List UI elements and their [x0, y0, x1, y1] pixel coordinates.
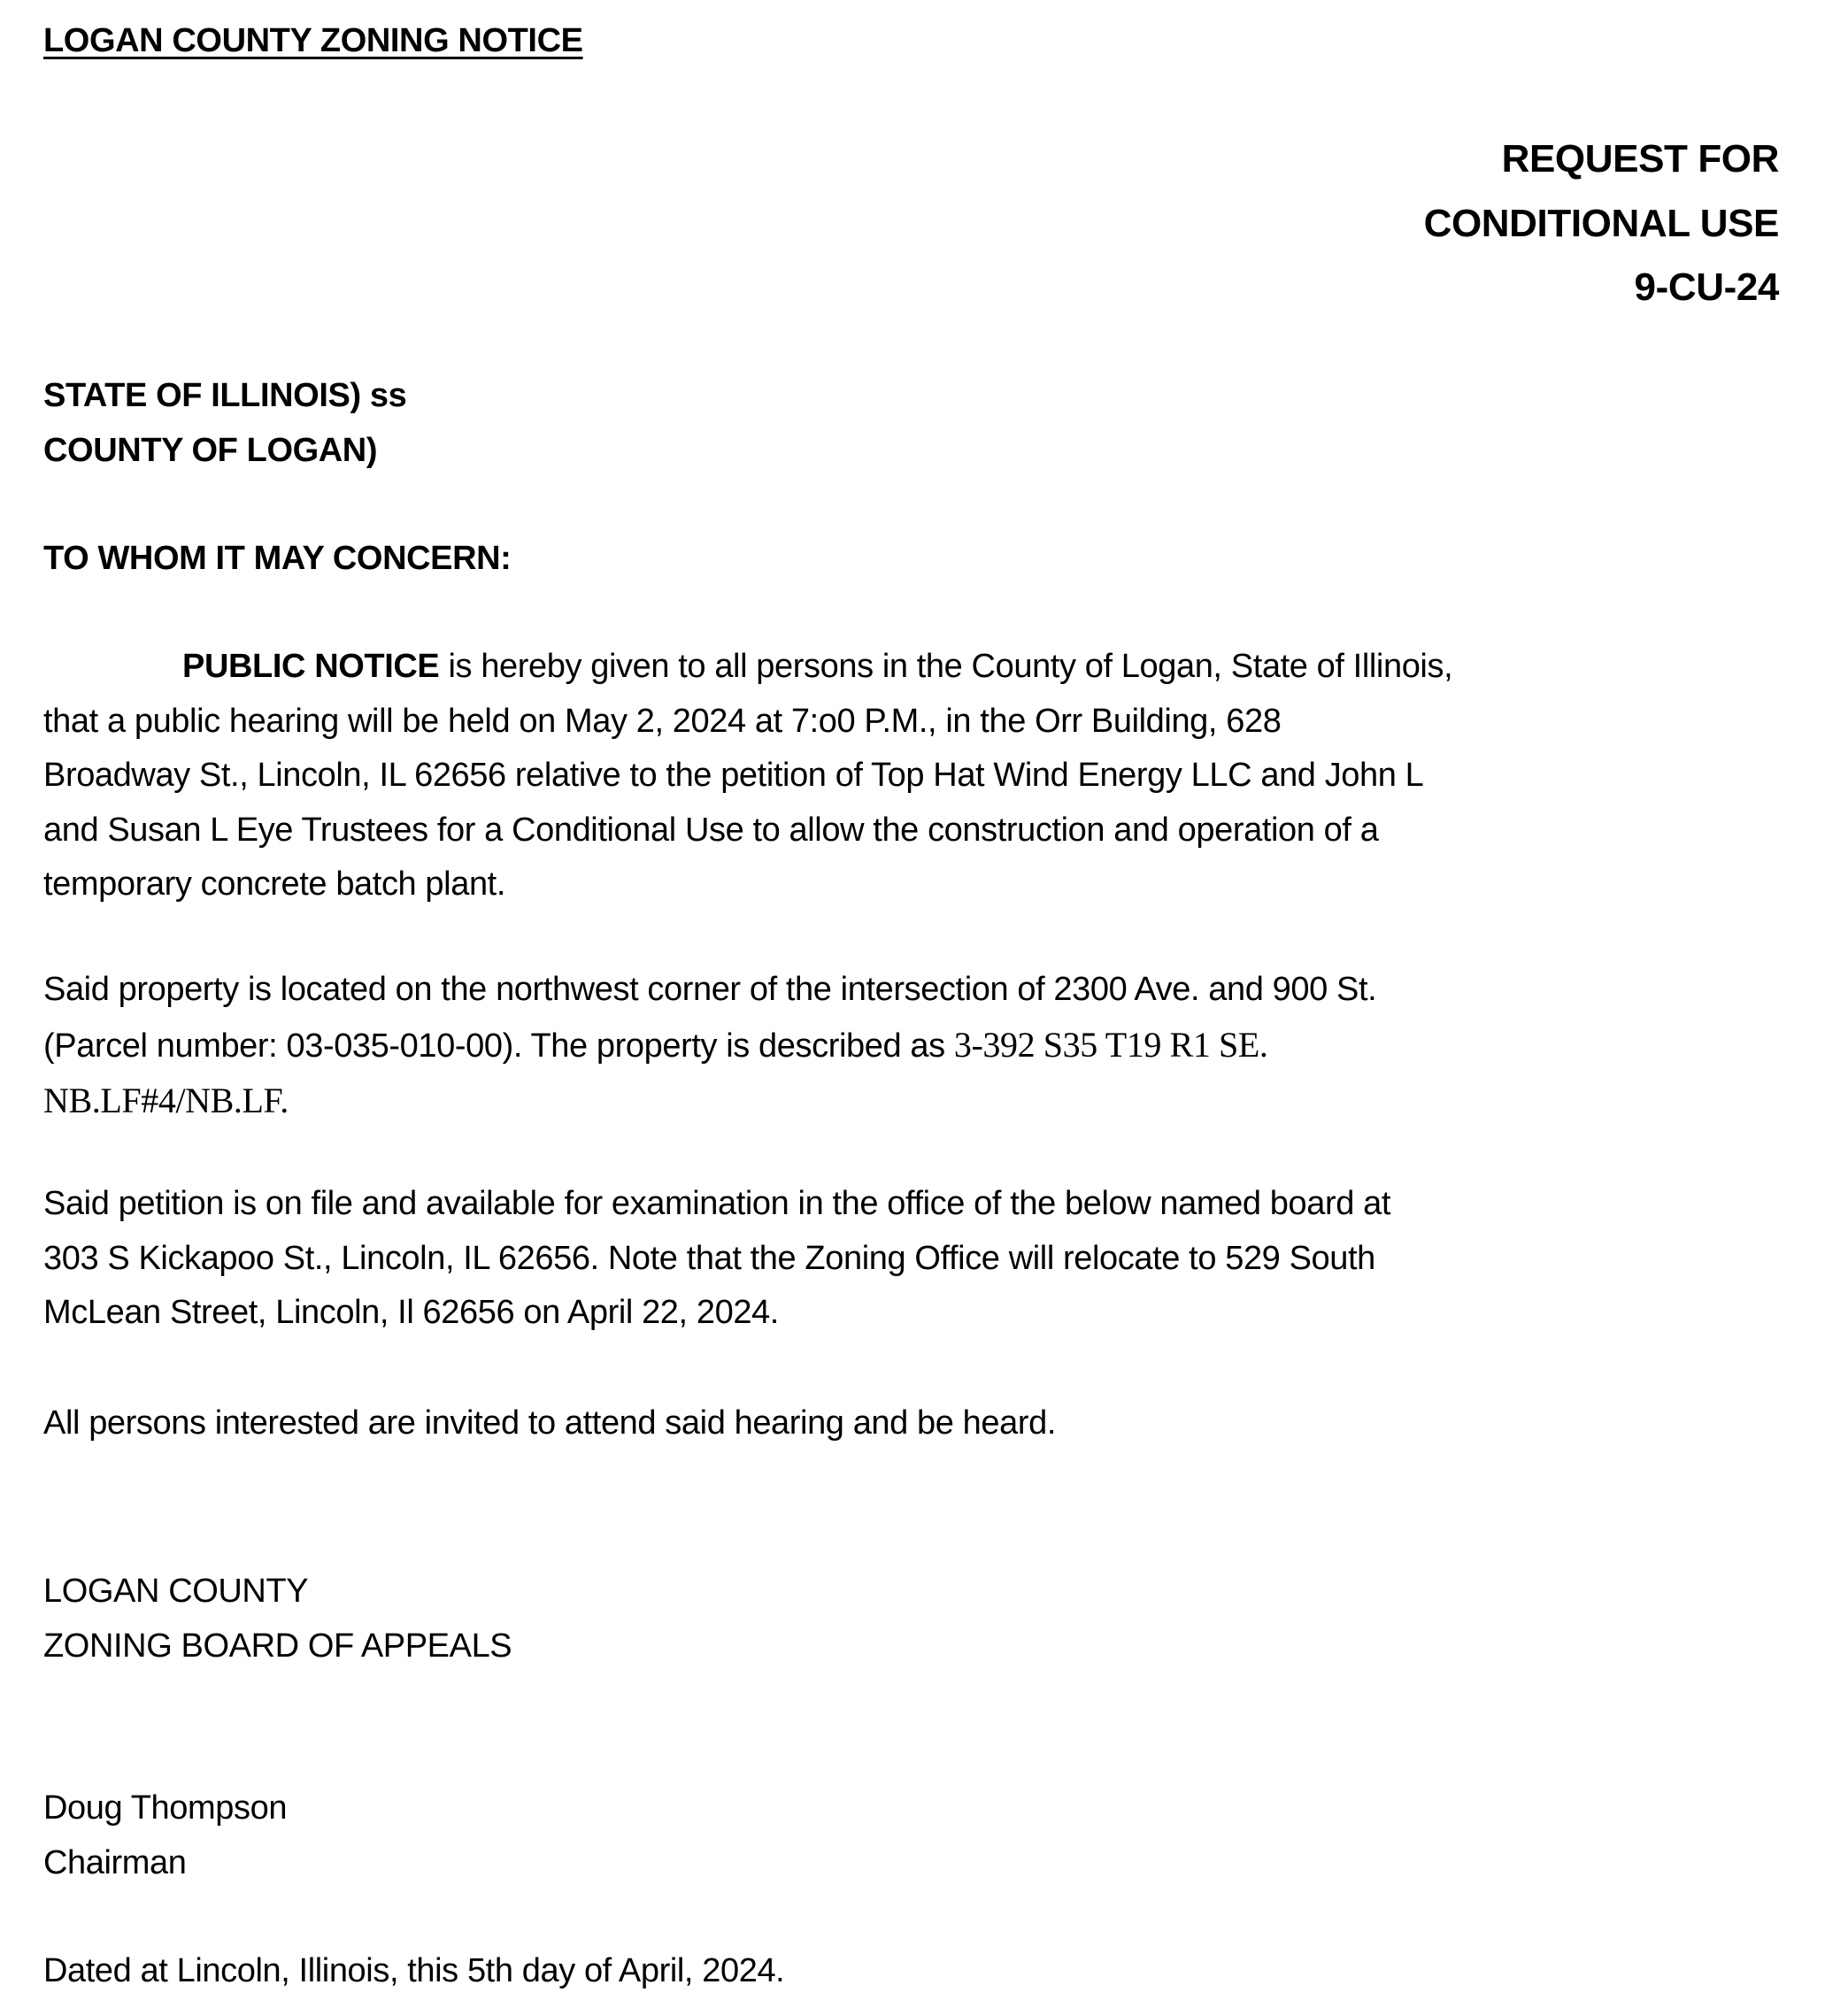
signer-name: Doug Thompson	[43, 1789, 288, 1827]
notice-title: LOGAN COUNTY ZONING NOTICE	[43, 22, 583, 59]
text-line: Said petition is on file and available for examination in the office of the below named board at	[43, 1185, 1391, 1222]
dated-line: Dated at Lincoln, Illinois, this 5th day of April, 2024.	[43, 1952, 785, 1989]
board-name	[43, 1565, 512, 1673]
invitation-paragraph: All persons interested are invited to attend said hearing and be heard.	[43, 1404, 1057, 1442]
legal-description: NB.LF#4/NB.LF.	[43, 1081, 289, 1120]
venue-county: COUNTY OF LOGAN)	[43, 431, 378, 469]
text-line: Broadway St., Lincoln, IL 62656 relative to the petition of Top Hat Wind Energy LLC and John L	[43, 757, 1424, 794]
property-paragraph	[43, 963, 1376, 1128]
text-line: is hereby given to all persons in the County of Logan, State of Illinois,	[439, 648, 1453, 685]
signature-block	[43, 1781, 287, 1890]
petition-paragraph	[43, 1177, 1390, 1341]
text-line: temporary concrete batch plant.	[43, 865, 505, 903]
text-line: that a public hearing will be held on May 2, 2024 at 7:o0 P.M., in the Orr Building, 628	[43, 702, 1282, 740]
request-line: CONDITIONAL USE	[1423, 201, 1779, 245]
venue-state: STATE OF ILLINOIS) ss	[43, 377, 407, 414]
board-line: ZONING BOARD OF APPEALS	[43, 1627, 512, 1665]
hearing-paragraph	[43, 640, 1452, 912]
text-line: and Susan L Eye Trustees for a Conditional Use to allow the construction and operation of a	[43, 811, 1379, 849]
venue	[43, 369, 406, 478]
legal-description: 3-392 S35 T19 R1 SE.	[953, 1024, 1268, 1065]
request-line: REQUEST FOR	[1501, 137, 1779, 181]
case-number: 9-CU-24	[1634, 265, 1779, 309]
text-line: McLean Street, Lincoln, Il 62656 on April 22, 2024.	[43, 1294, 779, 1331]
text-line: Said property is located on the northwest corner of the intersection of 2300 Ave. and 900 St.	[43, 971, 1377, 1008]
request-heading	[1424, 127, 1779, 320]
public-notice-lead: PUBLIC NOTICE	[182, 648, 440, 685]
text-line: (Parcel number: 03-035-010-00). The property is described as	[43, 1027, 954, 1065]
board-line: LOGAN COUNTY	[43, 1573, 309, 1610]
signer-role: Chairman	[43, 1843, 187, 1881]
salutation: TO WHOM IT MAY CONCERN:	[43, 540, 512, 577]
text-line: 303 S Kickapoo St., Lincoln, IL 62656. Note that the Zoning Office will relocate to 529 South	[43, 1239, 1375, 1277]
